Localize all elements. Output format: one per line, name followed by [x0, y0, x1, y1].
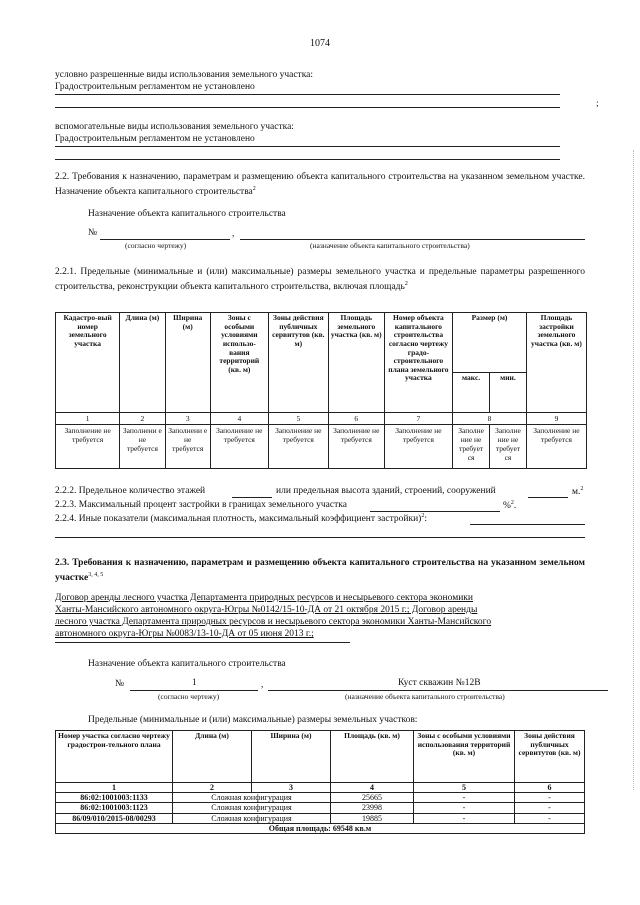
object-number: 1 [192, 678, 197, 688]
conditional-uses-label: условно разрешенные виды использования земельного участка: [55, 70, 314, 80]
footnote-ref: 3, 4, 5 [88, 572, 104, 578]
col-number: 1 [56, 413, 120, 425]
table-cell: Заполнение не требуется [526, 425, 586, 469]
underline [55, 642, 350, 643]
table-cell: Заполнение не требуется [384, 425, 452, 469]
underline [470, 524, 585, 525]
contract-line: Ханты-Мансийского автономного округа-Югры №0142/15-10-ДА от 21 октября 2015 г.; Договор аренды [55, 605, 478, 615]
other-indicators-label: 2.2.4. Иные показатели (максимальная плотность, максимальный коэффициент застройки)$^2$: [55, 513, 427, 525]
table-row [56, 813, 585, 823]
section-2-2-1-text: 2.2.1. Предельные (минимальные и (или) максимальные) размеры земельного участка и предельные параметры разрешенного строительства, реконструкции объекта капитального строительства, включая площадь [55, 267, 585, 293]
total-area: Общая площадь: 69548 кв.м [56, 823, 585, 833]
number-sign: № [88, 228, 98, 238]
plot-servitudes: - [515, 813, 585, 823]
purpose-label: Назначение объекта капитального строительства [88, 209, 286, 219]
purpose2-label: Назначение объекта капитального строительства [88, 659, 286, 669]
col-number: 5 [268, 413, 328, 425]
table-row [56, 793, 585, 803]
col-header: Ширина (м) [252, 731, 331, 783]
caption-drawing: (согласно чертежу) [158, 692, 220, 701]
underline [55, 94, 560, 95]
plot-zones: - [414, 803, 515, 813]
unit-text: % [503, 501, 511, 512]
unit-text: м. [572, 487, 581, 498]
aux-uses-value: Градостроительным регламентом не установлено [55, 134, 255, 144]
plot-area: 25665 [331, 793, 414, 803]
col-number: 3 [252, 783, 331, 793]
footnote-ref: 2 [510, 500, 514, 506]
col-number: 3 [165, 413, 210, 425]
number-field-line [130, 690, 258, 691]
col-number: 5 [414, 783, 515, 793]
col-number: 1 [56, 783, 173, 793]
col-header: Площадь земельного участка (кв. м) [328, 313, 384, 413]
caption-drawing: (согласно чертежу) [125, 241, 187, 250]
col-header: Зоны действия публичных сервитутов (кв. м) [268, 313, 328, 413]
col-header: Номер участка согласно чертежу градострои-тельного плана [56, 731, 173, 783]
plot-area: 19885 [331, 813, 414, 823]
section-2-3 [55, 557, 585, 584]
aux-uses-label: вспомогательные виды использования земельного участка: [55, 122, 294, 132]
plot-number: 86/09/010/2015-08/00293 [56, 813, 173, 823]
plot-number: 86:02:1001003:1123 [56, 803, 173, 813]
plot-zones: - [414, 793, 515, 803]
section-2-2 [55, 171, 585, 198]
underline [55, 159, 560, 160]
table-cell: Заполнение не требуется [210, 425, 268, 469]
col-number: 2 [173, 783, 252, 793]
caption-purpose: (назначение объекта капитального строительства) [345, 692, 505, 701]
col-header: Номер объекта капитального строительства согласно чертежу градо-строительного плана земельного участка [384, 313, 452, 413]
plot-number: 86:02:1001003:1133 [56, 793, 173, 803]
col-number: 6 [328, 413, 384, 425]
col-header: Зоны с особыми условиями использо-вания территорий (кв. м) [210, 313, 268, 413]
footnote-ref: 2 [252, 186, 256, 192]
footnote-ref: 2 [421, 513, 425, 519]
number-field-line [100, 239, 230, 240]
plots-table [55, 730, 585, 834]
table-cell: Заполне ние не требует ся [453, 425, 490, 469]
parcel-params-table [55, 312, 587, 469]
col-header: Длина (м) [173, 731, 252, 783]
plot-shape: Сложная конфигурация [173, 813, 331, 823]
page-number: 1074 [310, 38, 330, 49]
contract-line: автономного округа-Югры №0083/13-10-ДА от 05 июня 2013 г.; [55, 629, 314, 639]
contract-line: лесного участка Департамента природных ресурсов и несырьевого сектора экономики Ханты-Мансийского [55, 617, 492, 627]
table-cell: Заполнени е не требуется [165, 425, 210, 469]
plot-servitudes: - [515, 803, 585, 813]
table-cell: Заполнение не требуется [56, 425, 120, 469]
col-number: 4 [331, 783, 414, 793]
other-indicators-text: 2.2.4. Иные показатели (максимальная плотность, максимальный коэффициент застройки) [55, 514, 422, 525]
table-row [56, 803, 585, 813]
object-purpose: Куст скважин №12В [398, 678, 481, 688]
semicolon: ; [596, 99, 599, 109]
col-number: 7 [384, 413, 452, 425]
section-2-3-text: 2.3. Требования к назначению, параметрам и размещению объекта капитального строительства на указанном земельном участке [55, 558, 585, 584]
footnote-ref: 2 [580, 486, 584, 492]
caption-purpose: (назначение объекта капитального строительства) [310, 241, 470, 250]
col-header: Зоны с особыми условиями использования территорий (кв. м) [414, 731, 515, 783]
comma: , [261, 680, 264, 690]
total-row [56, 823, 585, 833]
col-header: Размер (м) [453, 313, 527, 373]
coverage-label: 2.2.3. Максимальный процент застройки в границах земельного участка [55, 500, 347, 510]
limits-label: Предельные (минимальные и (или) максимальные) размеры земельных участков: [88, 715, 418, 725]
coverage-unit: %$^2$. [503, 500, 517, 512]
purpose-field-line [240, 239, 585, 240]
height-unit [572, 486, 583, 497]
sub-header-max: макс. [453, 373, 490, 413]
floors-field-line [232, 497, 272, 498]
plot-shape: Сложная конфигурация [173, 803, 331, 813]
col-header: Площадь (кв. м) [331, 731, 414, 783]
coverage-field-line [370, 511, 500, 512]
comma: , [232, 229, 235, 239]
height-field-line [528, 497, 568, 498]
col-number: 8 [453, 413, 527, 425]
contract-line: Договор аренды лесного участка Департамента природных ресурсов и несырьевого сектора экономики [55, 593, 473, 603]
section-2-2-text: 2.2. Требования к назначению, параметрам и размещению объекта капитального строительства на указанном земельном участке. Назначение объекта капитального строительства [55, 172, 585, 198]
plot-area: 23998 [331, 803, 414, 813]
col-header: Длина (м) [120, 313, 165, 413]
col-number: 9 [526, 413, 586, 425]
purpose-field-line [268, 690, 608, 691]
table-cell: Заполне ние не требует ся [490, 425, 527, 469]
col-header: Кадастро-вый номер земельного участка [56, 313, 120, 413]
conditional-uses-value: Градостроительным регламентом не установлено [55, 82, 255, 92]
height-label: или предельная высота зданий, строений, сооружений [276, 486, 496, 496]
underline [55, 537, 585, 538]
underline [55, 146, 560, 147]
col-header: Площадь застройки земельного участка (кв. м) [526, 313, 586, 413]
plot-shape: Сложная конфигурация [173, 793, 331, 803]
sub-header-min: мин. [490, 373, 527, 413]
col-number: 6 [515, 783, 585, 793]
col-header: Зоны действия публичных сервитутов (кв. м) [515, 731, 585, 783]
number-sign: № [115, 679, 125, 689]
floors-label: 2.2.2. Предельное количество этажей [55, 486, 206, 496]
table-cell: Заполнение не требуется [268, 425, 328, 469]
section-2-2-1 [55, 266, 585, 293]
footnote-ref: 2 [404, 281, 408, 287]
col-header: Ширина (м) [165, 313, 210, 413]
plot-zones: - [414, 813, 515, 823]
scan-edge [633, 150, 636, 790]
table-cell: Заполнени е не требуется [120, 425, 165, 469]
plot-servitudes: - [515, 793, 585, 803]
col-number: 4 [210, 413, 268, 425]
underline [55, 107, 560, 108]
col-number: 2 [120, 413, 165, 425]
table-row [56, 425, 587, 469]
table-cell: Заполнение не требуется [328, 425, 384, 469]
